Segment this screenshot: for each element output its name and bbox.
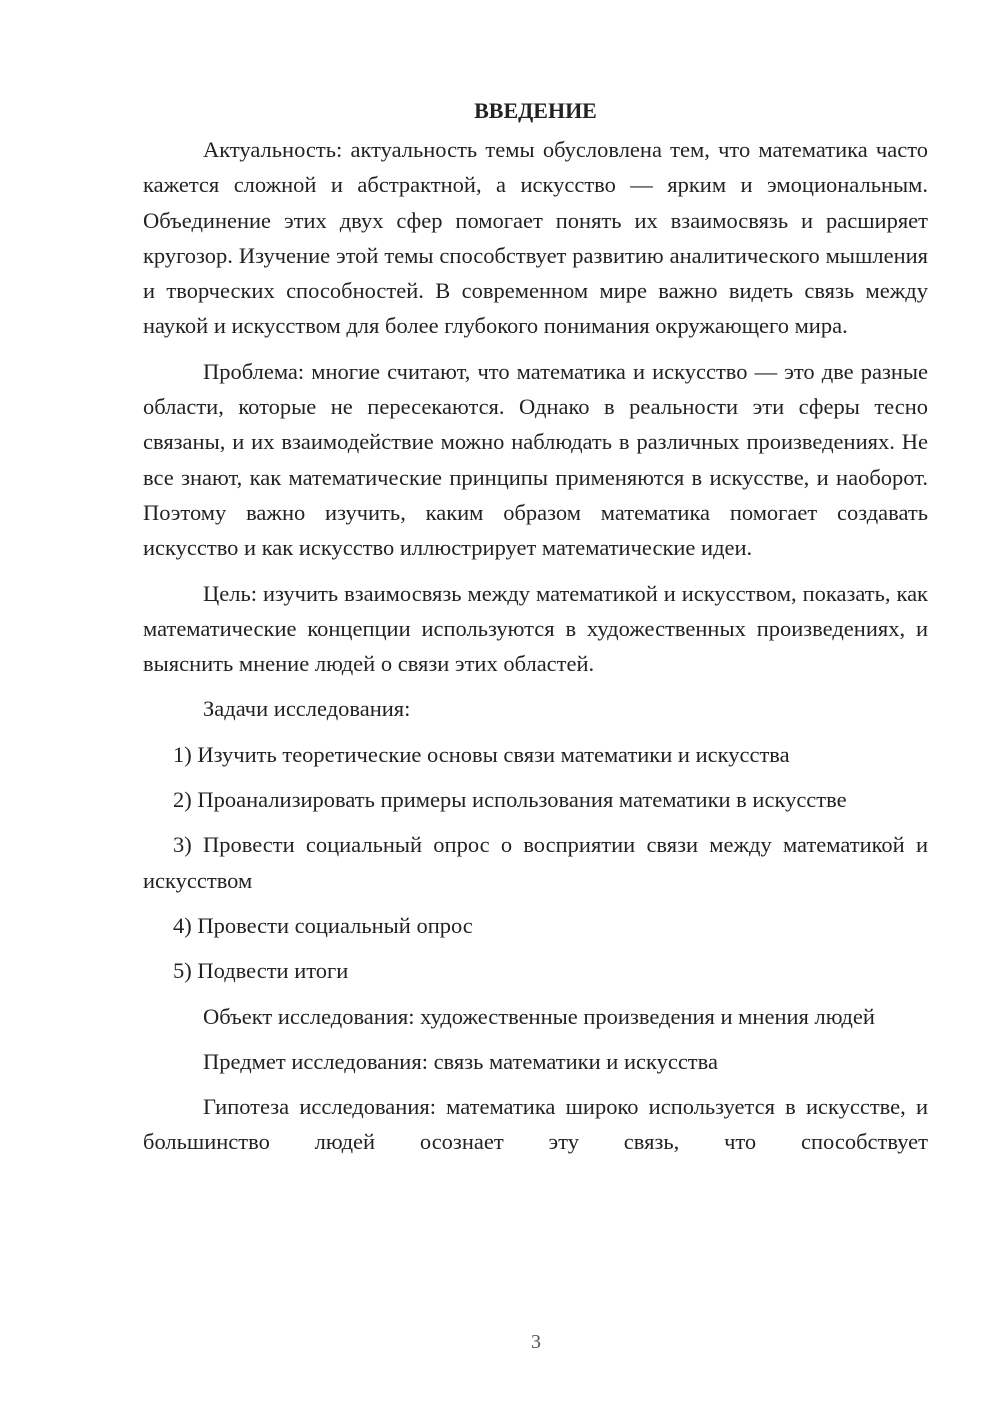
task-item-3: 3) Провести социальный опрос о восприятии связи между математикой и искусством xyxy=(143,832,928,893)
task-item-5: 5) Подвести итоги xyxy=(173,958,349,984)
hypothesis-paragraph: Гипотеза исследования: математика широко используется в искусстве, и большинство людей осознает эту связь, что способствует xyxy=(143,1094,928,1155)
goal-paragraph: Цель: изучить взаимосвязь между математикой и искусством, показать, как математические концепции используются в художественных произведениях, и выяснить мнение людей о связи этих областей. xyxy=(143,580,928,677)
page-number: 3 xyxy=(531,1331,541,1353)
tasks-heading: Задачи исследования: xyxy=(203,696,411,722)
subject-paragraph: Предмет исследования: связь математики и искусства xyxy=(203,1048,718,1074)
section-title: ВВЕДЕНИЕ xyxy=(474,98,597,123)
object-paragraph: Объект исследования: художественные произведения и мнения людей xyxy=(203,1003,875,1029)
relevance-paragraph: Актуальность: актуальность темы обусловлена тем, что математика часто кажется сложной и абстрактной, а искусство — ярким и эмоциональным. Объединение этих двух сфер помогает понять их взаимосвязь и расширяет кругозор. Изучение этой темы способствует развитию аналитического мышления и творческих способностей. В современном мире важно видеть связь между наукой и искусством для более глубокого понимания окружающего мира. xyxy=(143,137,928,339)
document-page xyxy=(143,93,928,1160)
problem-paragraph: Проблема: многие считают, что математика и искусство — это две разные области, которые не пересекаются. Однако в реальности эти сферы тесно связаны, и их взаимодействие можно наблюдать в различных произведениях. Не все знают, как математические принципы применяются в искусстве, и наоборот. Поэтому важно изучить, каким образом математика помогает создавать искусство и как искусство иллюстрирует математические идеи. xyxy=(143,358,928,561)
task-item-1: 1) Изучить теоретические основы связи математики и искусства xyxy=(173,741,790,767)
task-item-4: 4) Провести социальный опрос xyxy=(173,912,473,938)
task-item-2: 2) Проанализировать примеры использования математики в искусстве xyxy=(173,787,847,813)
